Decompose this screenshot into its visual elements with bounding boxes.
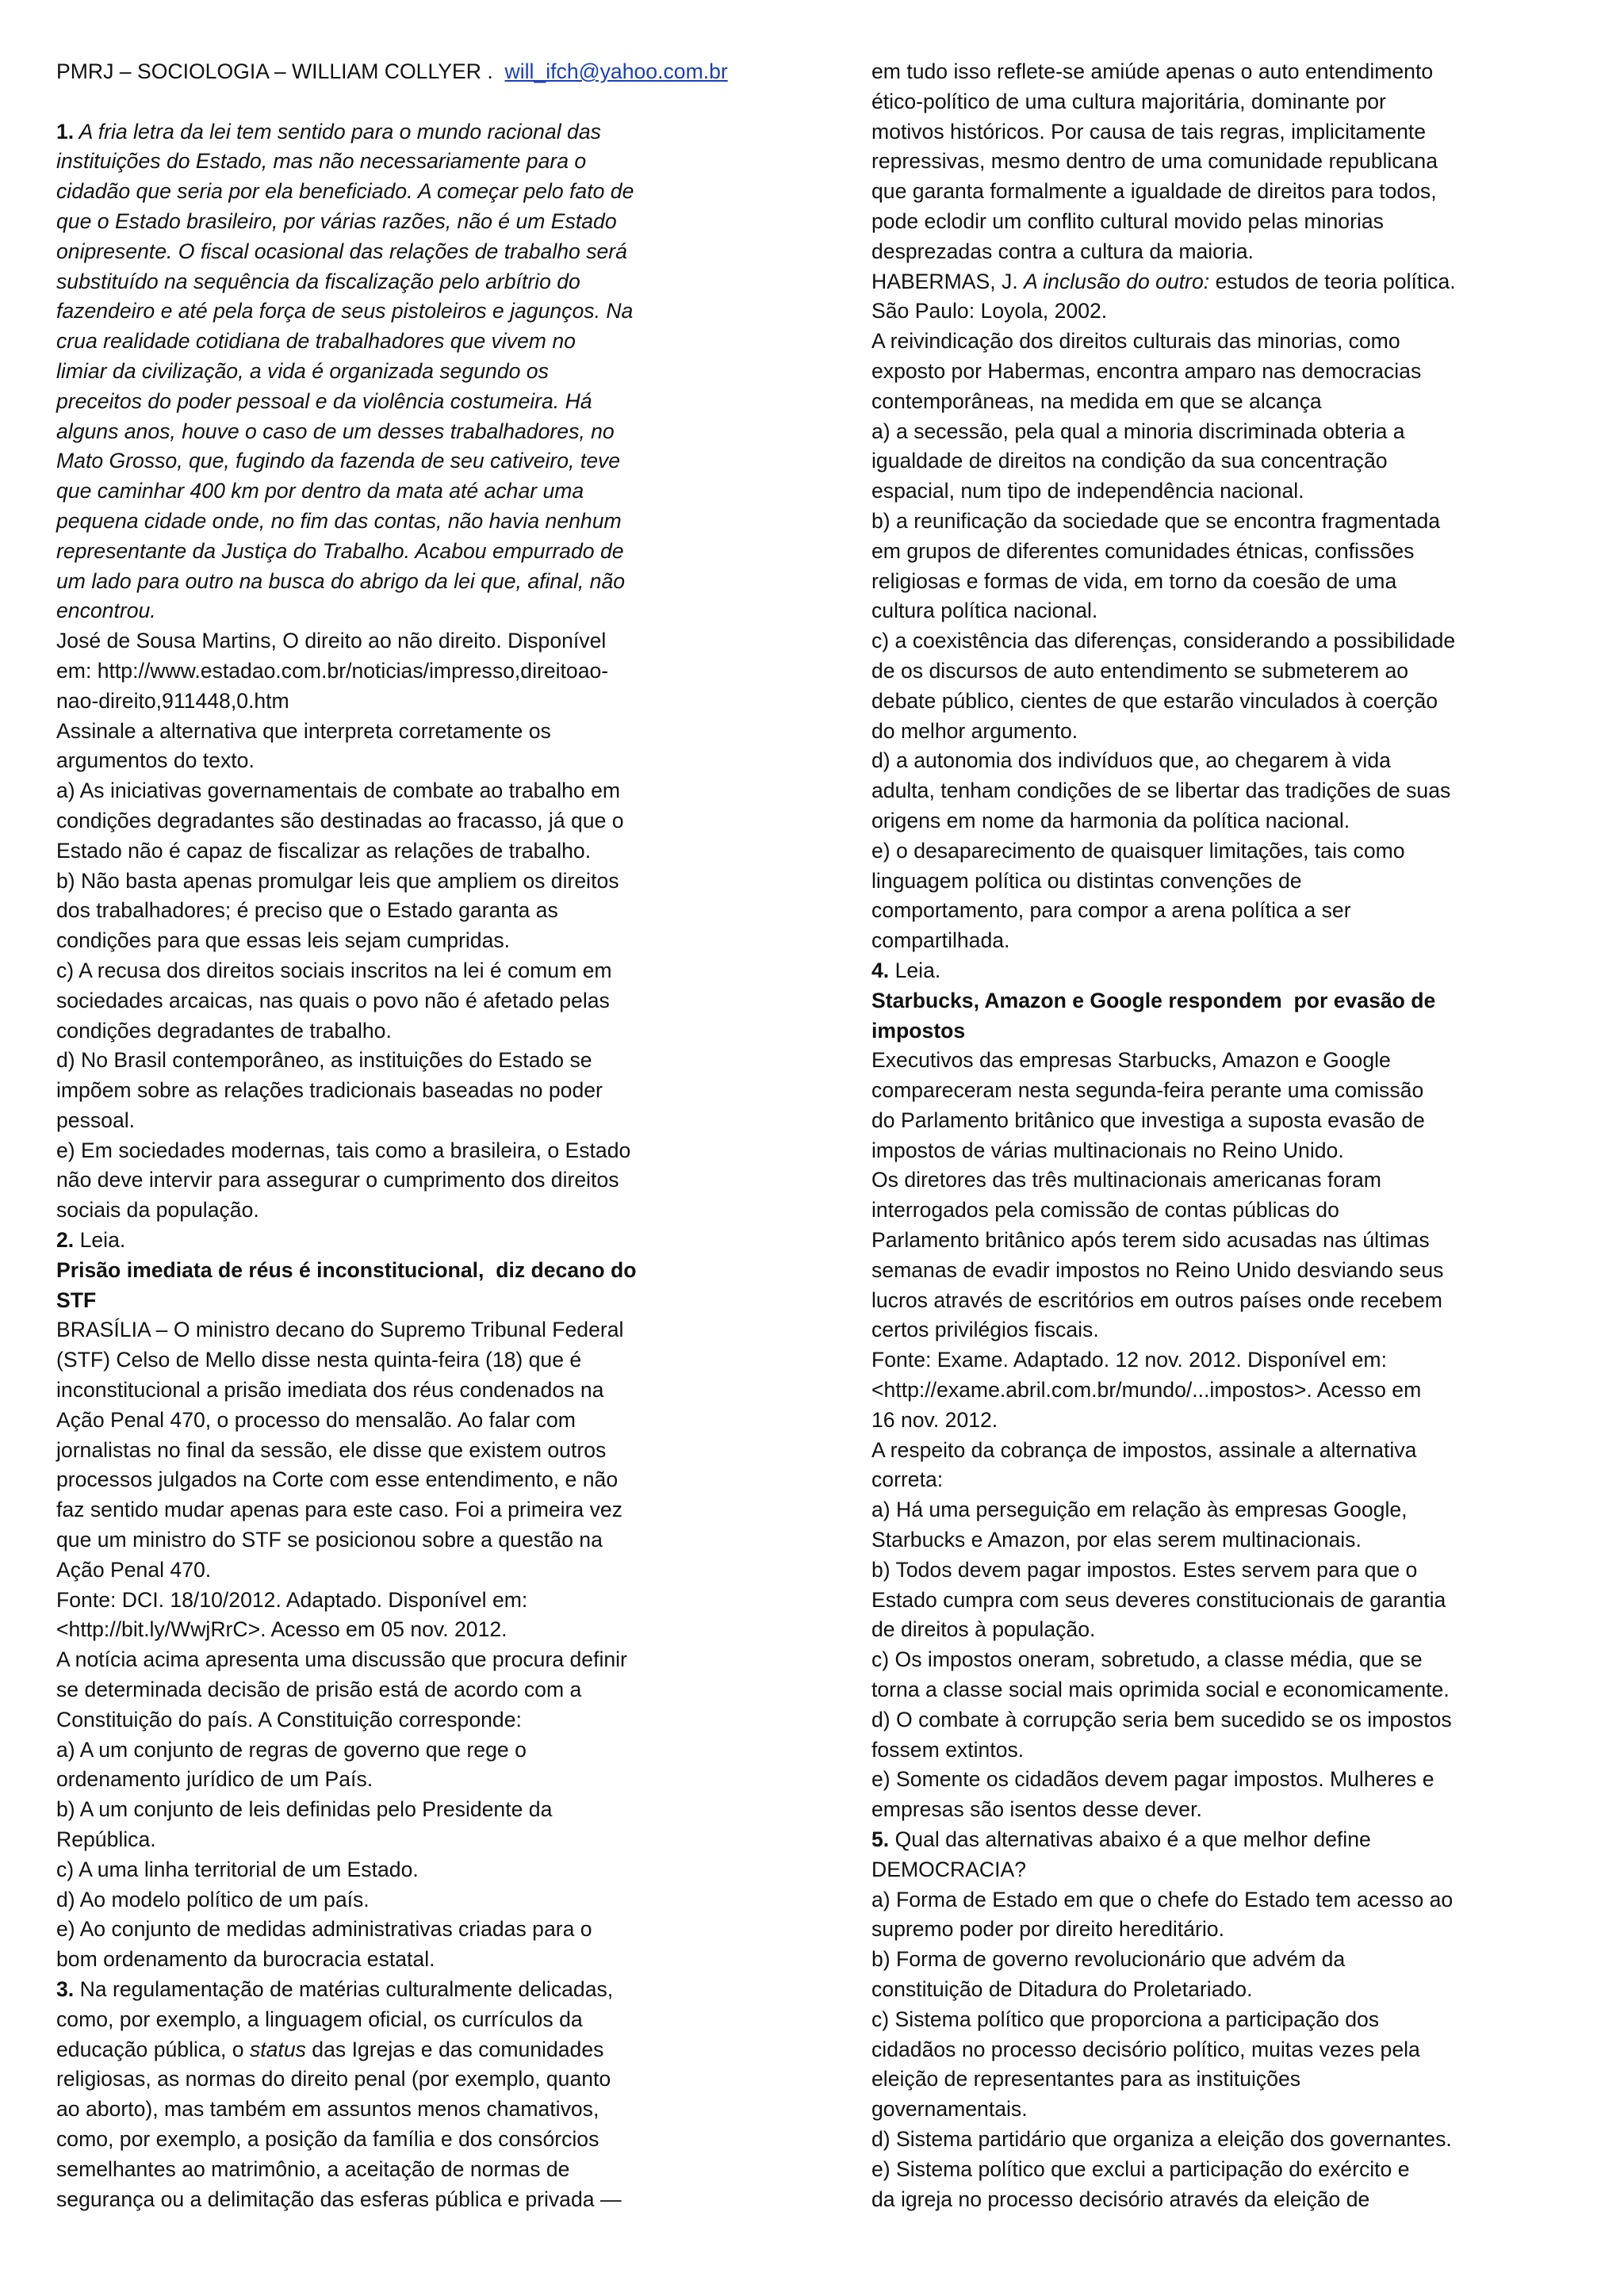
text-line: eleição de representantes para as instituições [871,2067,1301,2091]
text-line: se determinada decisão de prisão está de acordo com a [56,1678,582,1702]
text-line: sociedades arcaicas, nas quais o povo não é afetado pelas [56,988,610,1012]
text-line: fazendeiro e até pela força de seus pistoleiros e jagunços. Na [56,299,634,323]
author-email-link[interactable]: will_ifch@yahoo.com.br [504,59,728,83]
text-line: do Parlamento britânico que investiga a suposta evasão de [871,1108,1425,1132]
text-line: d) O combate à corrupção seria bem sucedido se os impostos [871,1707,1452,1732]
text-segment: educação pública, o [56,2037,250,2061]
left-column [56,57,849,2214]
text-line: correta: [871,1468,944,1492]
text-line: e) Somente os cidadãos devem pagar impostos. Mulheres e [871,1767,1434,1792]
text-line: c) A uma linha territorial de um Estado. [56,1857,419,1881]
text-line: Assinale a alternativa que interpreta corretamente os [56,718,551,743]
italic-term: A inclusão do outro: [1024,269,1210,293]
text-line: origens em nome da harmonia da política nacional. [871,808,1350,832]
text-line: de direitos à população. [871,1617,1096,1642]
text-line: constituição de Ditadura do Proletariado. [871,1977,1253,2001]
article-headline-line: STF [56,1288,97,1312]
text-line: ao aborto), mas também em assuntos menos chamativos, [56,2097,599,2122]
text-line: fossem extintos. [871,1737,1025,1762]
text-line: pode eclodir um conflito cultural movido pelas minorias [871,209,1384,233]
text-line: São Paulo: Loyola, 2002. [871,299,1108,323]
text-line: José de Sousa Martins, O direito ao não direito. Disponível [56,629,607,653]
text-line: A reivindicação dos direitos culturais das minorias, como [871,329,1400,354]
text-segment: HABERMAS, J. [871,269,1025,293]
text-line: c) a coexistência das diferenças, considerando a possibilidade [871,629,1456,653]
question-text: Na regulamentação de matérias culturalmente delicadas, [74,1977,614,2001]
text-line: <http://bit.ly/WwjRrC>. Acesso em 05 nov. 2012. [56,1617,508,1642]
text-line: impostos de várias multinacionais no Reino Unido. [871,1138,1344,1162]
text-segment: das Igrejas e das comunidades [305,2037,604,2061]
text-line: compartilhada. [871,928,1010,953]
question-number: 3. [56,1977,75,2001]
text-line: a) Há uma perseguição em relação às empresas Google, [871,1498,1408,1522]
text-segment: estudos de teoria política. [1209,269,1456,293]
text-line: não deve intervir para assegurar o cumprimento dos direitos [56,1168,619,1192]
text-line: Ação Penal 470, o processo do mensalão. Ao falar com [56,1407,576,1432]
text-line: interrogados pela comissão de contas públicas do [871,1198,1339,1223]
text-line: cultura política nacional. [871,599,1098,623]
text-line: bom ordenamento da burocracia estatal. [56,1947,435,1972]
text-line: BRASÍLIA – O ministro decano do Supremo Tribunal Federal [56,1318,624,1342]
text-line: compareceram nesta segunda-feira perante uma comissão [871,1078,1424,1103]
text-line: adulta, tenham condições de se libertar das tradições de suas [871,779,1451,803]
text-line: sociais da população. [56,1198,259,1223]
text-line: em: http://www.estadao.com.br/noticias/impresso,direitoao- [56,658,609,683]
text-line: crua realidade cotidiana de trabalhadores que vivem no [56,329,576,354]
text-line: a) As iniciativas governamentais de combate ao trabalho em [56,779,621,803]
text-line: impõem sobre as relações tradicionais baseadas no poder [56,1078,603,1103]
text-line: pessoal. [56,1108,136,1132]
text-line: supremo poder por direito hereditário. [871,1917,1224,1942]
left-column-text [56,117,849,2215]
text-line: debate público, cientes de que estarão vinculados à coerção [871,688,1438,713]
text-line: encontrou. [56,599,156,623]
article-headline-line: Prisão imediata de réus é inconstitucional, diz decano do [56,1257,637,1282]
right-column [871,57,1589,2214]
text-line: c) A recusa dos direitos sociais inscritos na lei é comum em [56,958,612,982]
text-line: a) Forma de Estado em que o chefe do Estado tem acesso ao [871,1887,1454,1911]
question-number: 2. [56,1228,75,1253]
question-text: Leia. [889,958,941,982]
text-line: que caminhar 400 km por dentro da mata até achar uma [56,479,584,503]
text-line: governamentais. [871,2097,1028,2122]
text-line [871,267,1589,297]
text-line: preceitos do poder pessoal e da violência costumeira. Há [56,388,592,413]
text-line: argumentos do texto. [56,748,255,773]
text-line: que um ministro do STF se posicionou sobre a questão na [56,1528,603,1552]
text-line: espacial, num tipo de independência nacional. [871,479,1304,503]
text-line: d) No Brasil contemporâneo, as instituições do Estado se [56,1048,592,1073]
text-line: e) Sistema político que exclui a participação do exército e [871,2156,1410,2181]
text-line: limiar da civilização, a vida é organizada segundo os [56,358,549,383]
text-line: Ação Penal 470. [56,1557,212,1582]
text-line: e) o desaparecimento de quaisquer limitações, tais como [871,838,1405,863]
text-line: b) a reunificação da sociedade que se encontra fragmentada [871,508,1441,533]
text-line: processos julgados na Corte com esse entendimento, e não [56,1468,619,1492]
text-line: igualdade de direitos na condição da sua concentração [871,449,1388,473]
text-line: d) Ao modelo político de um país. [56,1887,370,1911]
text-line: cidadãos no processo decisório político, muitas vezes pela [871,2037,1420,2061]
text-line: linguagem política ou distintas convenções de [871,868,1302,893]
text-line: Starbucks e Amazon, por elas serem multinacionais. [871,1528,1362,1552]
text-line: substituído na sequência da fiscalização pelo arbítrio do [56,269,580,293]
text-line: semanas de evadir impostos no Reino Unido desviando seus [871,1257,1444,1282]
text-line: do melhor argumento. [871,718,1078,743]
text-line: desprezadas contra a cultura da maioria. [871,239,1254,263]
text-line: República. [56,1827,156,1852]
text-line: nao-direito,911448,0.htm [56,688,289,713]
question-text: Qual das alternativas abaixo é a que melhor define [889,1827,1371,1852]
text-line: 16 nov. 2012. [871,1407,998,1432]
text-line: Mato Grosso, que, fugindo da fazenda de seu cativeiro, teve [56,449,621,473]
text-line: a) a secessão, pela qual a minoria discriminada obteria a [871,419,1405,443]
text-line: em tudo isso reflete-se amiúde apenas o auto entendimento [871,59,1434,83]
header-title: PMRJ – SOCIOLOGIA – WILLIAM COLLYER . [56,59,493,83]
text-line: contemporâneas, na medida em que se alcança [871,388,1322,413]
text-line: e) Em sociedades modernas, tais como a brasileira, o Estado [56,1138,631,1162]
text-line: e) Ao conjunto de medidas administrativas criadas para o [56,1917,592,1942]
text-line: Estado cumpra com seus deveres constitucionais de garantia [871,1587,1446,1612]
question-line [56,117,849,147]
text-line: c) Sistema político que proporciona a participação dos [871,2007,1380,2031]
text-line: DEMOCRACIA? [871,1857,1027,1881]
article-headline-line: impostos [871,1018,966,1043]
text-line: comportamento, para compor a arena política a ser [871,898,1351,923]
text-line: faz sentido mudar apenas para este caso. Foi a primeira vez [56,1498,622,1522]
question-number: 1. [56,119,75,144]
text-line: pequena cidade onde, no fim das contas, não havia nenhum [56,508,622,533]
text-line: a) A um conjunto de regras de governo que rege o [56,1737,527,1762]
question-line [56,1975,849,2005]
text-line: <http://exame.abril.com.br/mundo/...impostos>. Acesso em [871,1378,1422,1402]
text-line: inconstitucional a prisão imediata dos réus condenados na [56,1378,604,1402]
text-line: alguns anos, houve o caso de um desses trabalhadores, no [56,419,615,443]
text-line: dos trabalhadores; é preciso que o Estado garanta as [56,898,558,923]
text-line: Os diretores das três multinacionais americanas foram [871,1168,1381,1192]
text-line: em grupos de diferentes comunidades étnicas, confissões [871,538,1415,563]
text-line: jornalistas no final da sessão, ele disse que existem outros [56,1437,607,1462]
text-line: b) A um conjunto de leis definidas pelo Presidente da [56,1797,553,1822]
text-line: segurança ou a delimitação das esferas pública e privada — [56,2187,622,2211]
text-line: condições para que essas leis sejam cumpridas. [56,928,511,953]
text-line: exposto por Habermas, encontra amparo nas democracias [871,358,1422,383]
text-line: que o Estado brasileiro, por várias razões, não é um Estado [56,209,617,233]
text-line: d) a autonomia dos indivíduos que, ao chegarem à vida [871,748,1391,773]
text-line: A respeito da cobrança de impostos, assinale a alternativa [871,1437,1417,1462]
text-line: instituições do Estado, mas não necessariamente para o [56,149,587,174]
question-line [871,956,1589,986]
text-line: torna a classe social mais oprimida social e economicamente. [871,1678,1450,1702]
text-line: b) Todos devem pagar impostos. Estes servem para que o [871,1557,1418,1582]
text-line: um lado para outro na busca do abrigo da lei que, afinal, não [56,568,626,593]
text-line: b) Não basta apenas promulgar leis que ampliem os direitos [56,868,619,893]
text-line: empresas são isentos desse dever. [871,1797,1202,1822]
question-line [871,1825,1589,1855]
text-line: c) Os impostos oneram, sobretudo, a classe média, que se [871,1647,1423,1672]
text-line: lucros através de escritórios em outros países onde recebem [871,1288,1442,1312]
document-header [56,57,849,87]
article-headline-line: Starbucks, Amazon e Google respondem por evasão de [871,988,1436,1012]
text-line: religiosas, as normas do direito penal (por exemplo, quanto [56,2067,611,2091]
text-line: d) Sistema partidário que organiza a eleição dos governantes. [871,2126,1452,2151]
text-line: condições degradantes de trabalho. [56,1018,392,1043]
text-line: ordenamento jurídico de um País. [56,1767,373,1792]
question-text: A fria letra da lei tem sentido para o mundo racional das [74,119,601,144]
text-line: (STF) Celso de Mello disse nesta quinta-feira (18) que é [56,1348,582,1372]
text-line: Constituição do país. A Constituição corresponde: [56,1707,522,1732]
question-number: 5. [871,1827,890,1852]
text-line: cidadão que seria por ela beneficiado. A começar pelo fato de [56,179,634,204]
text-line: Fonte: Exame. Adaptado. 12 nov. 2012. Disponível em: [871,1348,1387,1372]
text-line: Estado não é capaz de fiscalizar as relações de trabalho. [56,838,592,863]
text-line [56,2035,849,2065]
text-line: representante da Justiça do Trabalho. Acabou empurrado de [56,538,624,563]
text-line: b) Forma de governo revolucionário que advém da [871,1947,1346,1972]
text-line: de os discursos de auto entendimento se submeterem ao [871,658,1409,683]
text-line: condições degradantes são destinadas ao fracasso, já que o [56,808,624,832]
text-line: semelhantes ao matrimônio, a aceitação de normas de [56,2156,570,2181]
italic-term: status [249,2037,306,2061]
text-line: Parlamento britânico após terem sido acusadas nas últimas [871,1228,1430,1253]
text-line: Executivos das empresas Starbucks, Amazon e Google [871,1048,1391,1073]
text-line: da igreja no processo decisório através da eleição de [871,2187,1370,2211]
text-line: A notícia acima apresenta uma discussão que procura definir [56,1647,627,1672]
text-line: certos privilégios fiscais. [871,1318,1099,1342]
blank-line [56,87,849,117]
text-line: como, por exemplo, a posição da família e dos consórcios [56,2126,599,2151]
question-number: 4. [871,958,890,982]
text-line: ético-político de uma cultura majoritária, dominante por [871,89,1386,113]
text-line: como, por exemplo, a linguagem oficial, os currículos da [56,2007,583,2031]
text-line: onipresente. O fiscal ocasional das relações de trabalho será [56,239,627,263]
text-line: que garanta formalmente a igualdade de direitos para todos, [871,179,1437,204]
text-line: repressivas, mesmo dentro de uma comunidade republicana [871,149,1438,174]
right-column-text [871,57,1589,2214]
question-line [56,1226,849,1256]
text-line: Fonte: DCI. 18/10/2012. Adaptado. Disponível em: [56,1587,528,1612]
text-line: motivos históricos. Por causa de tais regras, implicitamente [871,119,1427,144]
question-text: Leia. [74,1228,126,1253]
text-line: religiosas e formas de vida, em torno da coesão de uma [871,568,1397,593]
